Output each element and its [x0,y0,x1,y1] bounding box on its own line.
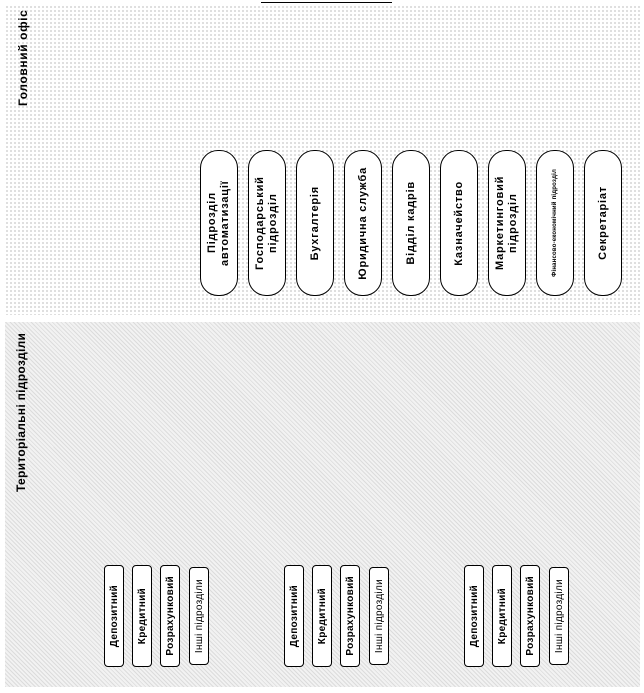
unit-label: Розрахунковий [524,576,536,656]
unit-label: Депозитний [288,584,300,648]
unit-credit-box [312,565,332,667]
unit-label: Інші підрозділи [373,578,385,654]
dept-hr-box [392,150,430,296]
dept-finance-box [536,150,574,296]
unit-settlement-box [340,565,360,667]
dept-label: Казначейство [452,180,465,266]
dept-economic-box [248,150,286,296]
unit-label: Кредитний [316,587,328,645]
unit-label: Розрахунковий [344,576,356,656]
unit-label: Депозитний [468,584,480,648]
dept-label: Юридична служба [356,166,369,280]
dept-label: Відділ кадрів [404,181,417,265]
dept-label: Господарський підрозділ [254,176,279,270]
top-connector-line [261,2,392,3]
unit-other-box [369,567,389,665]
dept-secretariat-box [584,150,622,296]
unit-settlement-box [160,565,180,667]
unit-deposit-box [104,565,124,667]
unit-credit-box [492,565,512,667]
head-office-title: Головний офіс [16,9,30,106]
dept-accounting-box [296,150,334,296]
dept-label: Підрозділ автоматизації [206,180,231,266]
unit-other-box [189,567,209,665]
unit-label: Інші підрозділи [193,578,205,654]
dept-label: Фінансово-економічний підрозділ [552,169,558,277]
unit-deposit-box [284,565,304,667]
unit-settlement-box [520,565,540,667]
dept-marketing-box [488,150,526,296]
unit-label: Кредитний [496,587,508,645]
unit-label: Депозитний [108,584,120,648]
unit-label: Кредитний [136,587,148,645]
unit-credit-box [132,565,152,667]
dept-legal-box [344,150,382,296]
dept-label: Секретаріат [596,186,609,260]
unit-deposit-box [464,565,484,667]
dept-label: Бухгалтерія [308,185,321,261]
unit-other-box [549,567,569,665]
unit-label: Розрахунковий [164,576,176,656]
unit-label: Інші підрозділи [553,578,565,654]
dept-label: Маркетинговий підрозділ [494,175,519,271]
territorial-title: Територіальні підрозділи [14,332,28,492]
dept-treasury-box [440,150,478,296]
dept-automation-box [200,150,238,296]
